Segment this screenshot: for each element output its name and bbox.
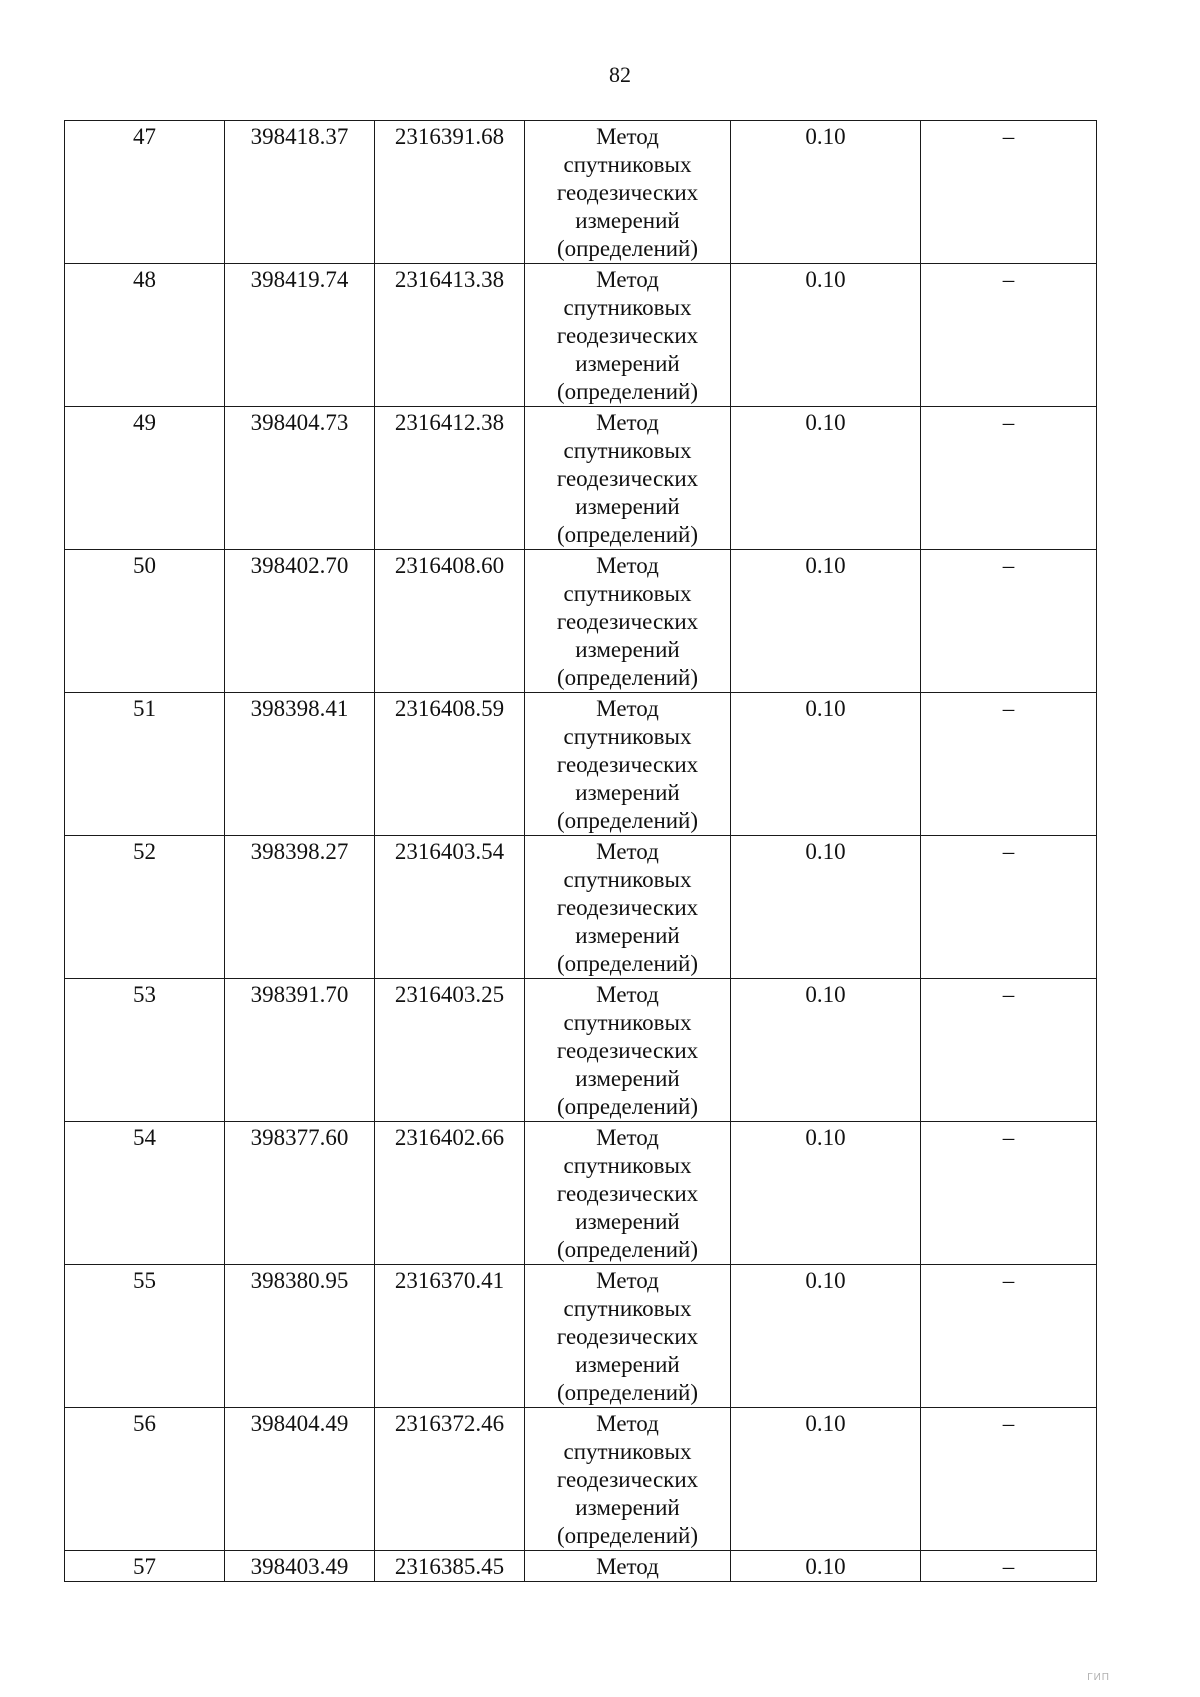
x-coordinate-cell: 398418.37 xyxy=(225,121,375,264)
method-cell xyxy=(525,836,731,979)
x-coordinate-cell: 398419.74 xyxy=(225,264,375,407)
point-number-cell: 51 xyxy=(65,693,225,836)
method-text-line: измерений xyxy=(575,1209,680,1234)
method-text-line: (определений) xyxy=(556,808,699,833)
x-coordinate-cell: 398404.49 xyxy=(225,1408,375,1551)
method-text-line: (определений) xyxy=(556,522,699,547)
x-coordinate-cell: 398404.73 xyxy=(225,407,375,550)
method-text-line: (определений) xyxy=(556,379,699,404)
y-coordinate-cell: 2316391.68 xyxy=(375,121,525,264)
table-row xyxy=(65,1408,1097,1551)
table-row xyxy=(65,1122,1097,1265)
note-cell: – xyxy=(921,550,1097,693)
method-text-line: измерений xyxy=(575,1495,680,1520)
method-text-line: измерений xyxy=(575,780,680,805)
method-text-line: геодезических xyxy=(556,1324,699,1349)
method-cell xyxy=(525,121,731,264)
method-text-line: спутниковых xyxy=(563,1296,692,1321)
method-text-line: геодезических xyxy=(556,180,699,205)
method-text-line: Метод xyxy=(596,1411,659,1436)
note-cell: – xyxy=(921,264,1097,407)
method-text-line: Метод xyxy=(596,1125,659,1150)
method-text-line: спутниковых xyxy=(563,867,692,892)
method-text-line: Метод xyxy=(596,1268,659,1293)
method-text-line: Метод xyxy=(596,1554,659,1579)
y-coordinate-cell: 2316370.41 xyxy=(375,1265,525,1408)
point-number-cell: 57 xyxy=(65,1551,225,1582)
method-text-line: спутниковых xyxy=(563,581,692,606)
point-number-cell: 48 xyxy=(65,264,225,407)
method-text-line: (определений) xyxy=(556,1237,699,1262)
x-coordinate-cell: 398377.60 xyxy=(225,1122,375,1265)
table-row xyxy=(65,693,1097,836)
accuracy-cell: 0.10 xyxy=(731,121,921,264)
x-coordinate-cell: 398391.70 xyxy=(225,979,375,1122)
method-text-line: геодезических xyxy=(556,1038,699,1063)
note-cell: – xyxy=(921,407,1097,550)
table-row xyxy=(65,836,1097,979)
method-cell xyxy=(525,407,731,550)
method-cell xyxy=(525,1408,731,1551)
method-cell xyxy=(525,550,731,693)
method-text-line: (определений) xyxy=(556,951,699,976)
accuracy-cell: 0.10 xyxy=(731,836,921,979)
x-coordinate-cell: 398380.95 xyxy=(225,1265,375,1408)
method-text-line: геодезических xyxy=(556,323,699,348)
method-text-line: спутниковых xyxy=(563,1153,692,1178)
point-number-cell: 52 xyxy=(65,836,225,979)
y-coordinate-cell: 2316408.60 xyxy=(375,550,525,693)
y-coordinate-cell: 2316403.54 xyxy=(375,836,525,979)
method-text-line: Метод xyxy=(596,553,659,578)
method-text-line: Метод xyxy=(596,696,659,721)
method-text-line: геодезических xyxy=(556,466,699,491)
point-number-cell: 49 xyxy=(65,407,225,550)
method-cell xyxy=(525,264,731,407)
method-text-line: (определений) xyxy=(556,665,699,690)
method-text-line: измерений xyxy=(575,923,680,948)
table-row xyxy=(65,407,1097,550)
accuracy-cell: 0.10 xyxy=(731,550,921,693)
method-text-line: Метод xyxy=(596,839,659,864)
table-row xyxy=(65,264,1097,407)
table-row xyxy=(65,1265,1097,1408)
accuracy-cell: 0.10 xyxy=(731,1122,921,1265)
accuracy-cell: 0.10 xyxy=(731,407,921,550)
method-text-line: спутниковых xyxy=(563,724,692,749)
method-cell xyxy=(525,1551,731,1582)
method-cell xyxy=(525,1265,731,1408)
method-text-line: измерений xyxy=(575,208,680,233)
method-text-line: (определений) xyxy=(556,1380,699,1405)
method-text-line: геодезических xyxy=(556,1181,699,1206)
y-coordinate-cell: 2316403.25 xyxy=(375,979,525,1122)
footer-scan-mark: ГИП xyxy=(1087,1672,1110,1683)
method-text-line: (определений) xyxy=(556,236,699,261)
note-cell: – xyxy=(921,1122,1097,1265)
point-number-cell: 53 xyxy=(65,979,225,1122)
note-cell: – xyxy=(921,693,1097,836)
table-row xyxy=(65,121,1097,264)
coordinates-table xyxy=(64,120,1097,1582)
method-text-line: геодезических xyxy=(556,1467,699,1492)
y-coordinate-cell: 2316412.38 xyxy=(375,407,525,550)
method-text-line: измерений xyxy=(575,1066,680,1091)
method-text-line: (определений) xyxy=(556,1523,699,1548)
method-text-line: (определений) xyxy=(556,1094,699,1119)
x-coordinate-cell: 398403.49 xyxy=(225,1551,375,1582)
y-coordinate-cell: 2316372.46 xyxy=(375,1408,525,1551)
method-text-line: геодезических xyxy=(556,752,699,777)
method-text-line: Метод xyxy=(596,982,659,1007)
method-text-line: геодезических xyxy=(556,609,699,634)
method-text-line: измерений xyxy=(575,637,680,662)
method-cell xyxy=(525,1122,731,1265)
method-cell xyxy=(525,693,731,836)
x-coordinate-cell: 398398.27 xyxy=(225,836,375,979)
coordinates-table-body xyxy=(65,121,1097,1582)
method-text-line: спутниковых xyxy=(563,295,692,320)
note-cell: – xyxy=(921,979,1097,1122)
accuracy-cell: 0.10 xyxy=(731,1408,921,1551)
accuracy-cell: 0.10 xyxy=(731,693,921,836)
method-text-line: Метод xyxy=(596,267,659,292)
point-number-cell: 56 xyxy=(65,1408,225,1551)
point-number-cell: 50 xyxy=(65,550,225,693)
note-cell: – xyxy=(921,121,1097,264)
point-number-cell: 47 xyxy=(65,121,225,264)
y-coordinate-cell: 2316413.38 xyxy=(375,264,525,407)
page-number: 82 xyxy=(609,62,631,87)
method-text-line: спутниковых xyxy=(563,152,692,177)
accuracy-cell: 0.10 xyxy=(731,979,921,1122)
method-text-line: Метод xyxy=(596,124,659,149)
point-number-cell: 55 xyxy=(65,1265,225,1408)
table-row xyxy=(65,550,1097,693)
accuracy-cell: 0.10 xyxy=(731,1265,921,1408)
x-coordinate-cell: 398402.70 xyxy=(225,550,375,693)
note-cell: – xyxy=(921,836,1097,979)
y-coordinate-cell: 2316408.59 xyxy=(375,693,525,836)
point-number-cell: 54 xyxy=(65,1122,225,1265)
method-text-line: спутниковых xyxy=(563,1439,692,1464)
table-row xyxy=(65,1551,1097,1582)
method-cell xyxy=(525,979,731,1122)
table-row xyxy=(65,979,1097,1122)
y-coordinate-cell: 2316402.66 xyxy=(375,1122,525,1265)
note-cell: – xyxy=(921,1265,1097,1408)
y-coordinate-cell: 2316385.45 xyxy=(375,1551,525,1582)
method-text-line: Метод xyxy=(596,410,659,435)
x-coordinate-cell: 398398.41 xyxy=(225,693,375,836)
method-text-line: спутниковых xyxy=(563,1010,692,1035)
method-text-line: спутниковых xyxy=(563,438,692,463)
method-text-line: измерений xyxy=(575,351,680,376)
note-cell: – xyxy=(921,1551,1097,1582)
method-text-line: измерений xyxy=(575,1352,680,1377)
accuracy-cell: 0.10 xyxy=(731,1551,921,1582)
note-cell: – xyxy=(921,1408,1097,1551)
accuracy-cell: 0.10 xyxy=(731,264,921,407)
method-text-line: геодезических xyxy=(556,895,699,920)
method-text-line: измерений xyxy=(575,494,680,519)
